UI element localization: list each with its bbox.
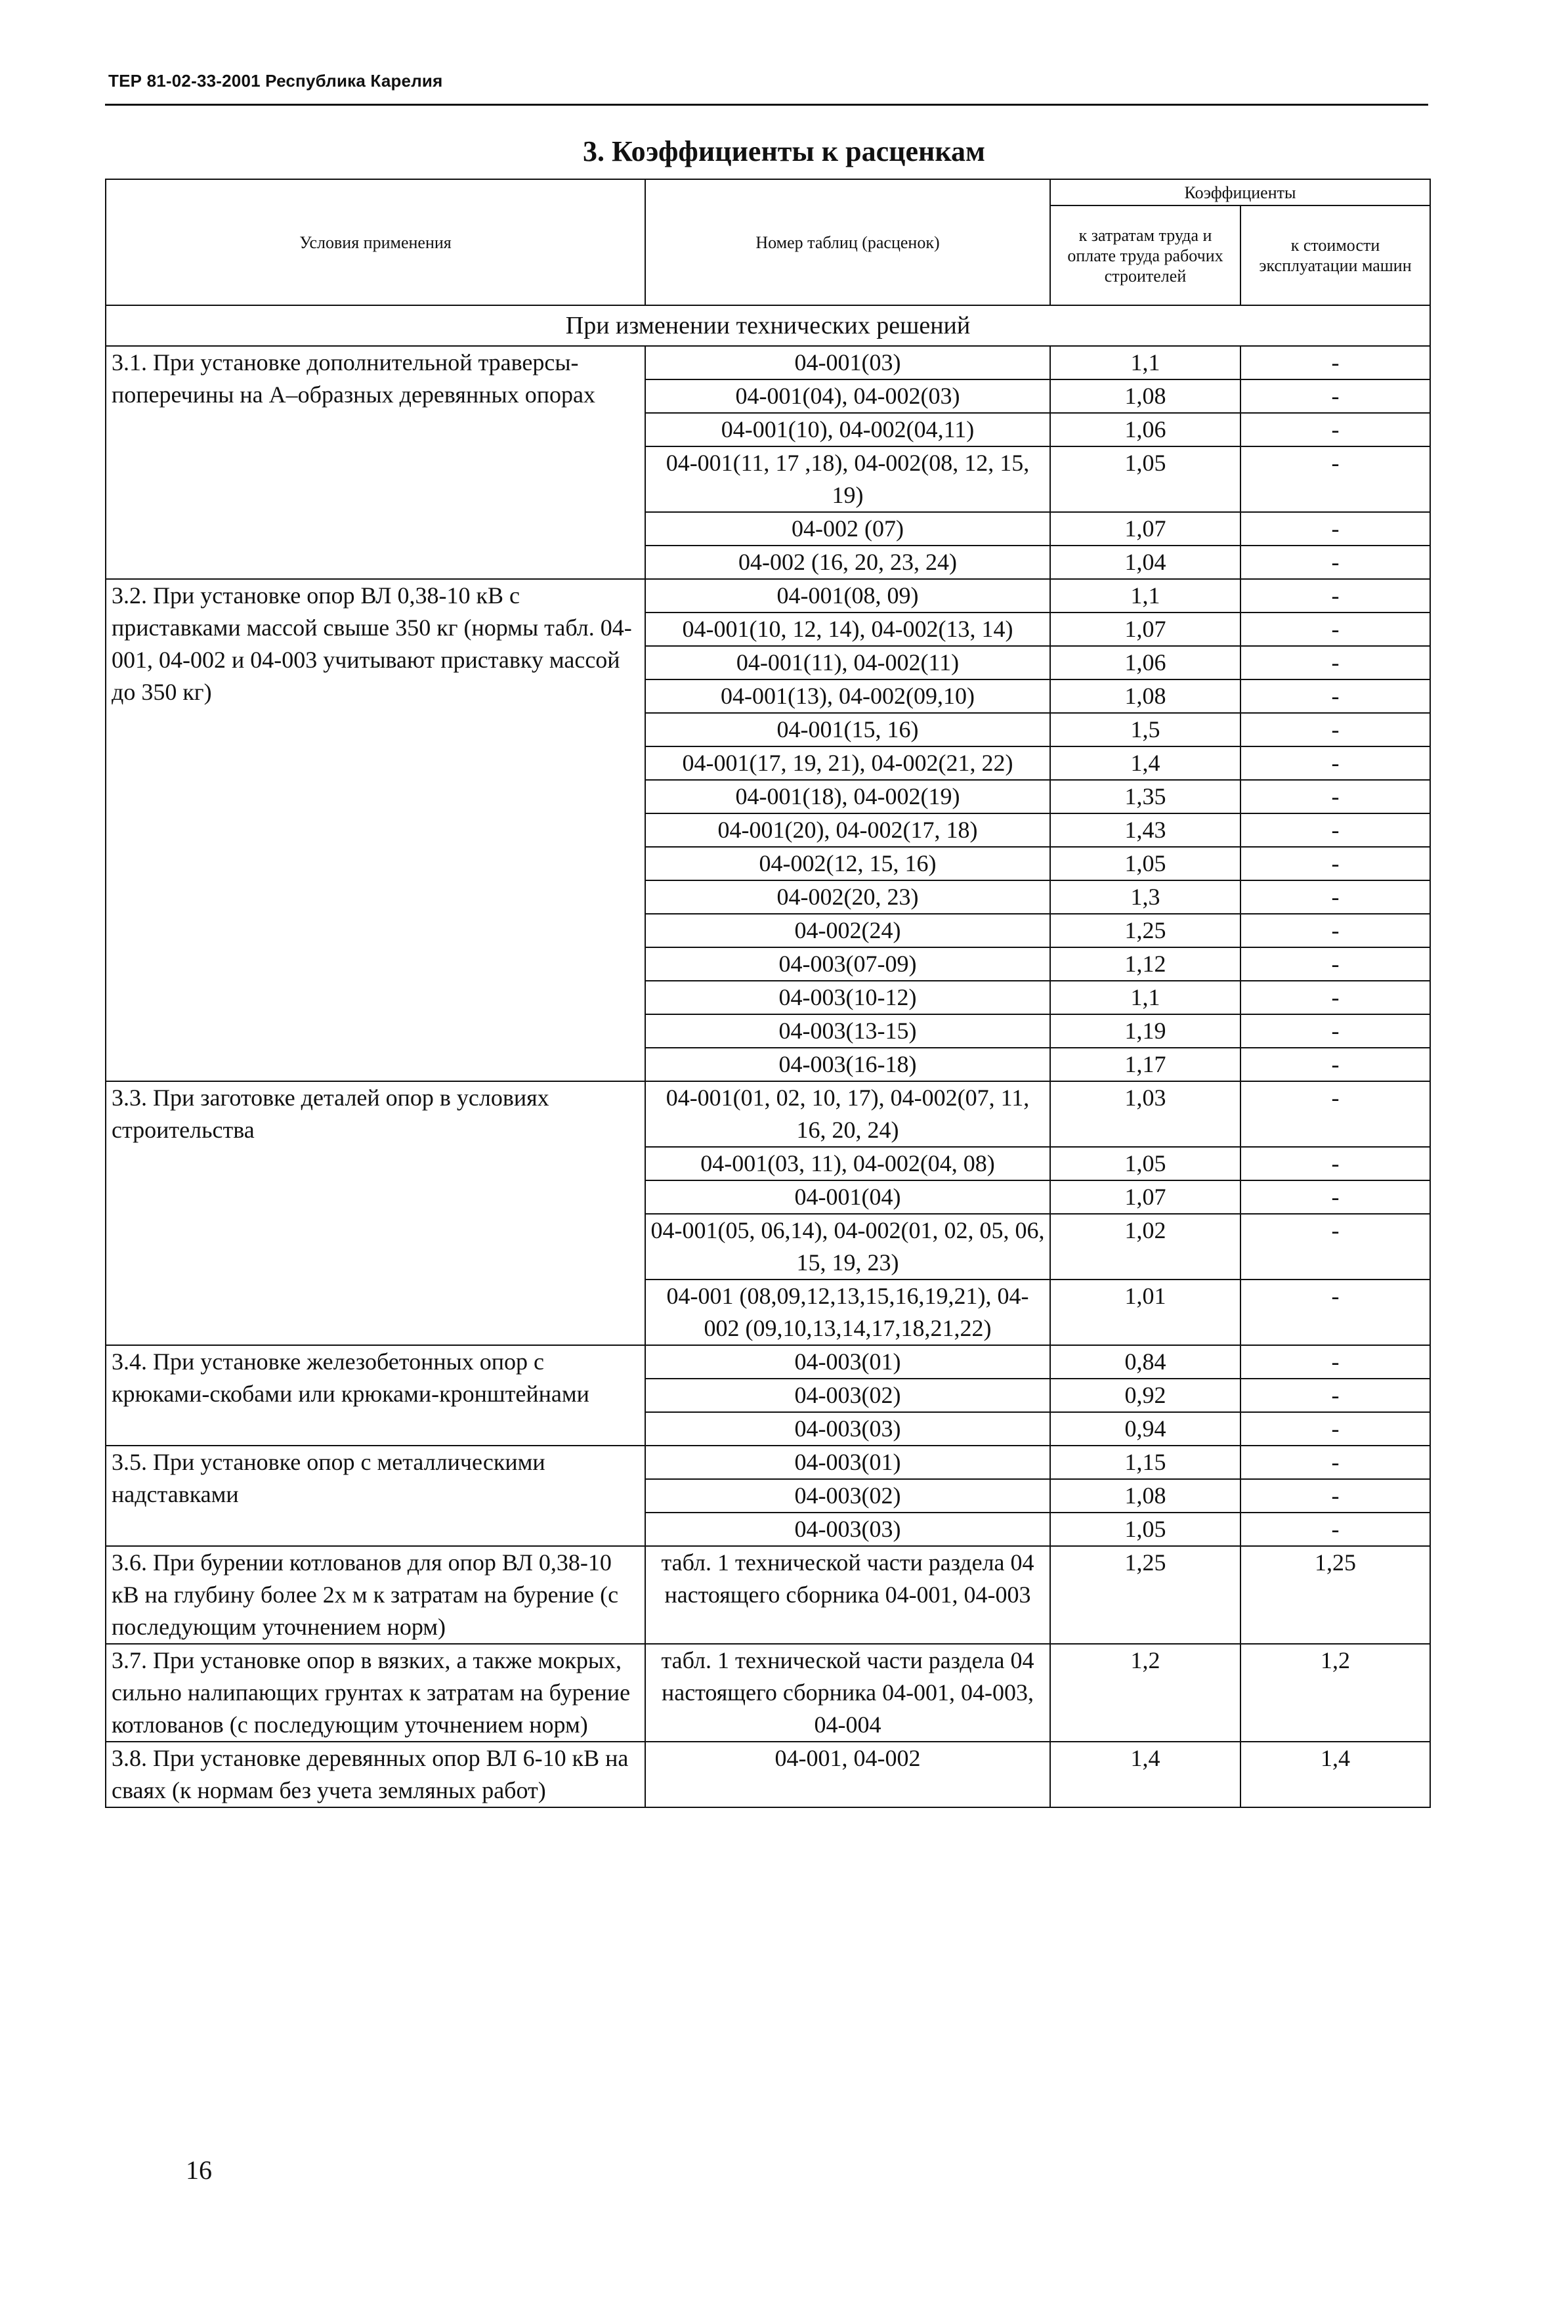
k-labor-cell: 1,43: [1050, 813, 1240, 847]
k-labor-cell: 1,15: [1050, 1446, 1240, 1479]
k-labor-cell: 1,25: [1050, 1546, 1240, 1644]
k-machines-cell: 1,4: [1240, 1742, 1430, 1807]
table-number-cell: табл. 1 технической части раздела 04 настоящего сборника 04-001, 04-003: [645, 1546, 1050, 1644]
table-number-cell: 04-001(10, 12, 14), 04-002(13, 14): [645, 613, 1050, 646]
k-labor-cell: 1,05: [1050, 446, 1240, 512]
table-row: [106, 1546, 1430, 1644]
condition-cell: 3.7. При установке опор в вязких, а также мокрых, сильно налипающих грунтах к затратам на бурение котлованов (с последующим уточнением норм): [106, 1644, 645, 1742]
k-machines-cell: -: [1240, 446, 1430, 512]
table-number-cell: 04-001(01, 02, 10, 17), 04-002(07, 11, 16, 20, 24): [645, 1081, 1050, 1147]
k-labor-cell: 1,03: [1050, 1081, 1240, 1147]
table-row: [106, 579, 1430, 613]
table-number-cell: 04-001(11), 04-002(11): [645, 646, 1050, 679]
col-k-machines-header: к стоимости эксплуатации машин: [1240, 205, 1430, 305]
condition-cell: 3.1. При установке дополнительной траверсы-поперечины на А–образных деревянных опорах: [106, 346, 645, 579]
k-machines-cell: 1,2: [1240, 1644, 1430, 1742]
k-machines-cell: -: [1240, 613, 1430, 646]
table-number-cell: 04-002(20, 23): [645, 880, 1050, 914]
k-labor-cell: 1,07: [1050, 613, 1240, 646]
condition-cell: 3.6. При бурении котлованов для опор ВЛ 0,38-10 кВ на глубину более 2х м к затратам на бурение (с последующим уточнением норм): [106, 1546, 645, 1644]
k-machines-cell: -: [1240, 1180, 1430, 1214]
k-machines-cell: -: [1240, 1280, 1430, 1345]
k-labor-cell: 1,07: [1050, 1180, 1240, 1214]
table-row: [106, 1081, 1430, 1147]
col-coefficients-header: Коэффициенты: [1050, 179, 1430, 205]
page-title: 3. Коэффициенты к расценкам: [582, 135, 986, 167]
k-machines-cell: -: [1240, 1048, 1430, 1081]
table-number-cell: 04-003(01): [645, 1345, 1050, 1379]
k-labor-cell: 1,1: [1050, 981, 1240, 1014]
table-number-cell: 04-001 (08,09,12,13,15,16,19,21), 04-002 (09,10,13,14,17,18,21,22): [645, 1280, 1050, 1345]
k-machines-cell: -: [1240, 679, 1430, 713]
table-row: [106, 1345, 1430, 1379]
table-row: [106, 346, 1430, 379]
k-machines-cell: -: [1240, 1513, 1430, 1546]
k-machines-cell: -: [1240, 579, 1430, 613]
condition-cell: 3.8. При установке деревянных опор ВЛ 6-10 кВ на сваях (к нормам без учета земляных работ): [106, 1742, 645, 1807]
table-number-cell: 04-003(07-09): [645, 947, 1050, 981]
table-number-cell: 04-001(03): [645, 346, 1050, 379]
k-labor-cell: 1,06: [1050, 413, 1240, 446]
k-machines-cell: -: [1240, 1412, 1430, 1446]
k-labor-cell: 1,08: [1050, 679, 1240, 713]
section-title: При изменении технических решений: [106, 305, 1430, 346]
table-number-cell: 04-002(24): [645, 914, 1050, 947]
table-number-cell: 04-001(17, 19, 21), 04-002(21, 22): [645, 746, 1050, 780]
k-labor-cell: 1,1: [1050, 579, 1240, 613]
table-number-cell: 04-003(02): [645, 1479, 1050, 1513]
table-number-cell: 04-001(04): [645, 1180, 1050, 1214]
k-machines-cell: -: [1240, 914, 1430, 947]
table-number-cell: 04-003(03): [645, 1412, 1050, 1446]
table-number-cell: 04-001(10), 04-002(04,11): [645, 413, 1050, 446]
k-labor-cell: 1,5: [1050, 713, 1240, 746]
k-machines-cell: -: [1240, 646, 1430, 679]
condition-cell: 3.4. При установке железобетонных опор с крюками-скобами или крюками-кронштейнами: [106, 1345, 645, 1446]
k-machines-cell: -: [1240, 947, 1430, 981]
table-number-cell: табл. 1 технической части раздела 04 настоящего сборника 04-001, 04-003, 04-004: [645, 1644, 1050, 1742]
table-number-cell: 04-002(12, 15, 16): [645, 847, 1050, 880]
k-labor-cell: 1,08: [1050, 379, 1240, 413]
table-number-cell: 04-003(02): [645, 1379, 1050, 1412]
k-machines-cell: -: [1240, 1446, 1430, 1479]
k-labor-cell: 1,08: [1050, 1479, 1240, 1513]
k-machines-cell: -: [1240, 546, 1430, 579]
k-labor-cell: 1,17: [1050, 1048, 1240, 1081]
header-rule: [105, 104, 1428, 106]
table-number-cell: 04-001(11, 17 ,18), 04-002(08, 12, 15, 19): [645, 446, 1050, 512]
k-labor-cell: 1,01: [1050, 1280, 1240, 1345]
table-row: [106, 1742, 1430, 1807]
k-machines-cell: -: [1240, 780, 1430, 813]
k-labor-cell: 1,06: [1050, 646, 1240, 679]
table-row: [106, 1644, 1430, 1742]
k-labor-cell: 1,05: [1050, 1147, 1240, 1180]
table-number-cell: 04-001(20), 04-002(17, 18): [645, 813, 1050, 847]
table-number-cell: 04-001(03, 11), 04-002(04, 08): [645, 1147, 1050, 1180]
k-machines-cell: -: [1240, 413, 1430, 446]
k-machines-cell: -: [1240, 1014, 1430, 1048]
k-labor-cell: 1,05: [1050, 847, 1240, 880]
k-labor-cell: 1,04: [1050, 546, 1240, 579]
k-labor-cell: 0,84: [1050, 1345, 1240, 1379]
k-machines-cell: -: [1240, 981, 1430, 1014]
k-labor-cell: 1,35: [1050, 780, 1240, 813]
k-labor-cell: 0,92: [1050, 1379, 1240, 1412]
table-number-cell: 04-003(03): [645, 1513, 1050, 1546]
condition-cell: 3.2. При установке опор ВЛ 0,38-10 кВ с приставками массой свыше 350 кг (нормы табл. 04-001, 04-002 и 04-003 учитывают приставку массой до 350 кг): [106, 579, 645, 1081]
k-machines-cell: -: [1240, 346, 1430, 379]
k-labor-cell: 0,94: [1050, 1412, 1240, 1446]
k-machines-cell: -: [1240, 1479, 1430, 1513]
table-number-cell: 04-003(10-12): [645, 981, 1050, 1014]
table-number-cell: 04-003(01): [645, 1446, 1050, 1479]
k-labor-cell: 1,12: [1050, 947, 1240, 981]
col-tables-header: Номер таблиц (расценок): [645, 179, 1050, 305]
k-machines-cell: -: [1240, 746, 1430, 780]
k-labor-cell: 1,4: [1050, 746, 1240, 780]
k-machines-cell: -: [1240, 379, 1430, 413]
table-number-cell: 04-002 (16, 20, 23, 24): [645, 546, 1050, 579]
document-header: ТЕР 81-02-33-2001 Республика Карелия: [108, 71, 443, 91]
condition-cell: 3.5. При установке опор с металлическими надставками: [106, 1446, 645, 1546]
table-number-cell: 04-001(13), 04-002(09,10): [645, 679, 1050, 713]
k-machines-cell: -: [1240, 1345, 1430, 1379]
k-machines-cell: -: [1240, 1214, 1430, 1280]
k-machines-cell: -: [1240, 512, 1430, 546]
k-labor-cell: 1,2: [1050, 1644, 1240, 1742]
table-number-cell: 04-001, 04-002: [645, 1742, 1050, 1807]
k-labor-cell: 1,25: [1050, 914, 1240, 947]
table-number-cell: 04-003(16-18): [645, 1048, 1050, 1081]
k-machines-cell: -: [1240, 1081, 1430, 1147]
k-machines-cell: -: [1240, 813, 1430, 847]
k-machines-cell: 1,25: [1240, 1546, 1430, 1644]
condition-cell: 3.3. При заготовке деталей опор в условиях строительства: [106, 1081, 645, 1345]
k-labor-cell: 1,3: [1050, 880, 1240, 914]
table-number-cell: 04-002 (07): [645, 512, 1050, 546]
k-labor-cell: 1,07: [1050, 512, 1240, 546]
k-labor-cell: 1,02: [1050, 1214, 1240, 1280]
table-number-cell: 04-003(13-15): [645, 1014, 1050, 1048]
table-number-cell: 04-001(18), 04-002(19): [645, 780, 1050, 813]
table-number-cell: 04-001(08, 09): [645, 579, 1050, 613]
k-machines-cell: -: [1240, 1147, 1430, 1180]
page-number: 16: [186, 2155, 212, 2185]
k-labor-cell: 1,19: [1050, 1014, 1240, 1048]
col-k-labor-header: к затратам труда и оплате труда рабочих строителей: [1050, 205, 1240, 305]
k-machines-cell: -: [1240, 880, 1430, 914]
k-machines-cell: -: [1240, 847, 1430, 880]
k-labor-cell: 1,4: [1050, 1742, 1240, 1807]
table-row: [106, 1446, 1430, 1479]
k-labor-cell: 1,1: [1050, 346, 1240, 379]
table-number-cell: 04-001(05, 06,14), 04-002(01, 02, 05, 06, 15, 19, 23): [645, 1214, 1050, 1280]
k-machines-cell: -: [1240, 1379, 1430, 1412]
table-number-cell: 04-001(04), 04-002(03): [645, 379, 1050, 413]
k-labor-cell: 1,05: [1050, 1513, 1240, 1546]
col-conditions-header: Условия применения: [106, 179, 645, 305]
k-machines-cell: -: [1240, 713, 1430, 746]
table-number-cell: 04-001(15, 16): [645, 713, 1050, 746]
coefficients-table: [105, 179, 1431, 1808]
